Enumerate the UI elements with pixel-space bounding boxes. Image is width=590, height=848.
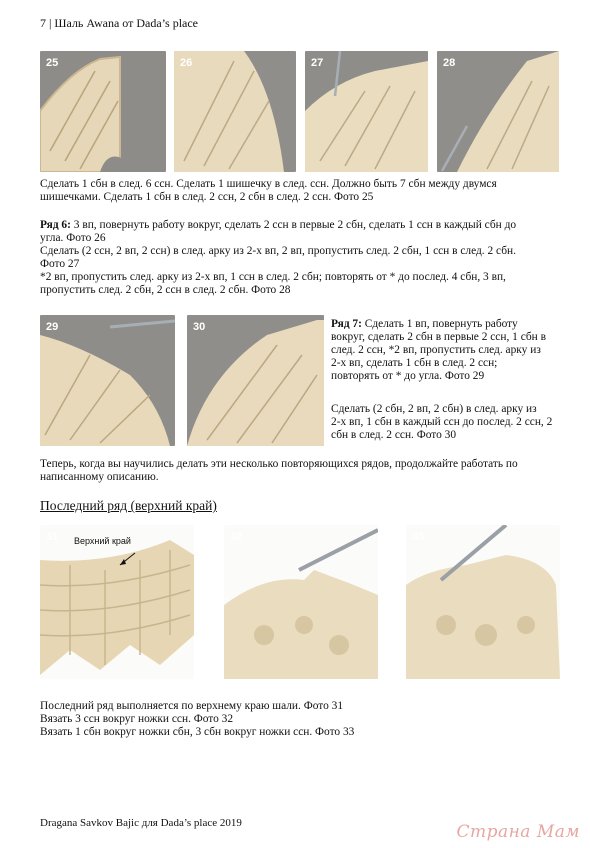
photo-number: 32 <box>230 531 243 543</box>
photo-number: 30 <box>193 321 206 333</box>
paragraph-final-row: Последний ряд выполняется по верхнему краю шали. Фото 31 Вязать 3 ссн вокруг ножки ссн. Фото 32 Вязать 1 сбн вокруг ножки сбн, 3 сбн вокруг ножки ссн. Фото 33 <box>40 700 355 738</box>
page-header: 7 | Шаль Awana от Dada’s place <box>40 16 199 30</box>
photo-32 <box>224 525 378 679</box>
photo-number: 29 <box>46 321 59 333</box>
row7-label: Ряд 7: <box>331 318 362 330</box>
photo-number: 27 <box>311 57 324 69</box>
photo-28 <box>437 51 559 172</box>
paragraph-continue: Теперь, когда вы научились делать эти несколько повторяющихся рядов, продолжайте работать по написанному описанию. <box>40 458 518 483</box>
paragraph-row7: Ряд 7: Сделать 1 вп, повернуть работу вокруг, сделать 2 сбн в первые 2 ссн, 1 сбн в след. 2 ссн, *2 вп, пропустить след. арку из 2-х вп, сделать 1 сбн в след. 2 ссн; повторять от * до угла. Фото 29 <box>331 318 547 382</box>
photo-number: 31 <box>46 531 59 543</box>
photo-31 <box>40 525 194 679</box>
watermark: Страна Мам <box>456 822 580 842</box>
photo-27 <box>305 51 428 172</box>
paragraph-row7-corner: Сделать (2 сбн, 2 вп, 2 сбн) в след. арку из 2-х вп, 1 сбн в каждый ссн до послед. 2 ссн, 2 сбн в след. 2 ссн. Фото 30 <box>331 403 553 441</box>
paragraph-row6: Ряд 6: 3 вп, повернуть работу вокруг, сделать 2 ссн в первые 2 сбн, сделать 1 ссн в каждый сбн до угла. Фото 26 Сделать (2 ссн, 2 вп, 2 ссн) в след. арку из 2-х вп, 2 вп, пропустить след. 2 сбн, 1 ссн в след. 2 сбн. Фото 27 *2 вп, пропустить след. арку из 2-х вп, 1 ссн в след. 2 сбн; повторять от * до послед. 4 сбн, 3 вп, пропустить след. 2 сбн, 2 ссн в след. 2 сбн. Фото 28 <box>40 219 517 296</box>
photo-26 <box>174 51 296 172</box>
photo-25 <box>40 51 166 172</box>
photo-number: 33 <box>412 531 425 543</box>
page-footer: Dragana Savkov Bajic для Dada’s place 2019 <box>40 817 242 829</box>
photo-number: 28 <box>443 57 456 69</box>
paragraph-row5-end: Сделать 1 сбн в след. 6 ссн. Сделать 1 шишечку в след. ссн. Должно быть 7 сбн между двумся шишечками. Сделать 1 сбн в след. 2 ссн, 2 сбн в след. 2 ссн. Фото 25 <box>40 178 497 203</box>
photo-number: 25 <box>46 57 59 69</box>
photo-30 <box>187 315 324 446</box>
photo-29 <box>40 315 175 446</box>
photo-number: 26 <box>180 57 193 69</box>
row6-label: Ряд 6: <box>40 219 71 231</box>
section-heading: Последний ряд (верхний край) <box>40 498 217 513</box>
photo-33 <box>406 525 560 679</box>
upper-edge-annotation: Верхний край <box>74 536 131 546</box>
